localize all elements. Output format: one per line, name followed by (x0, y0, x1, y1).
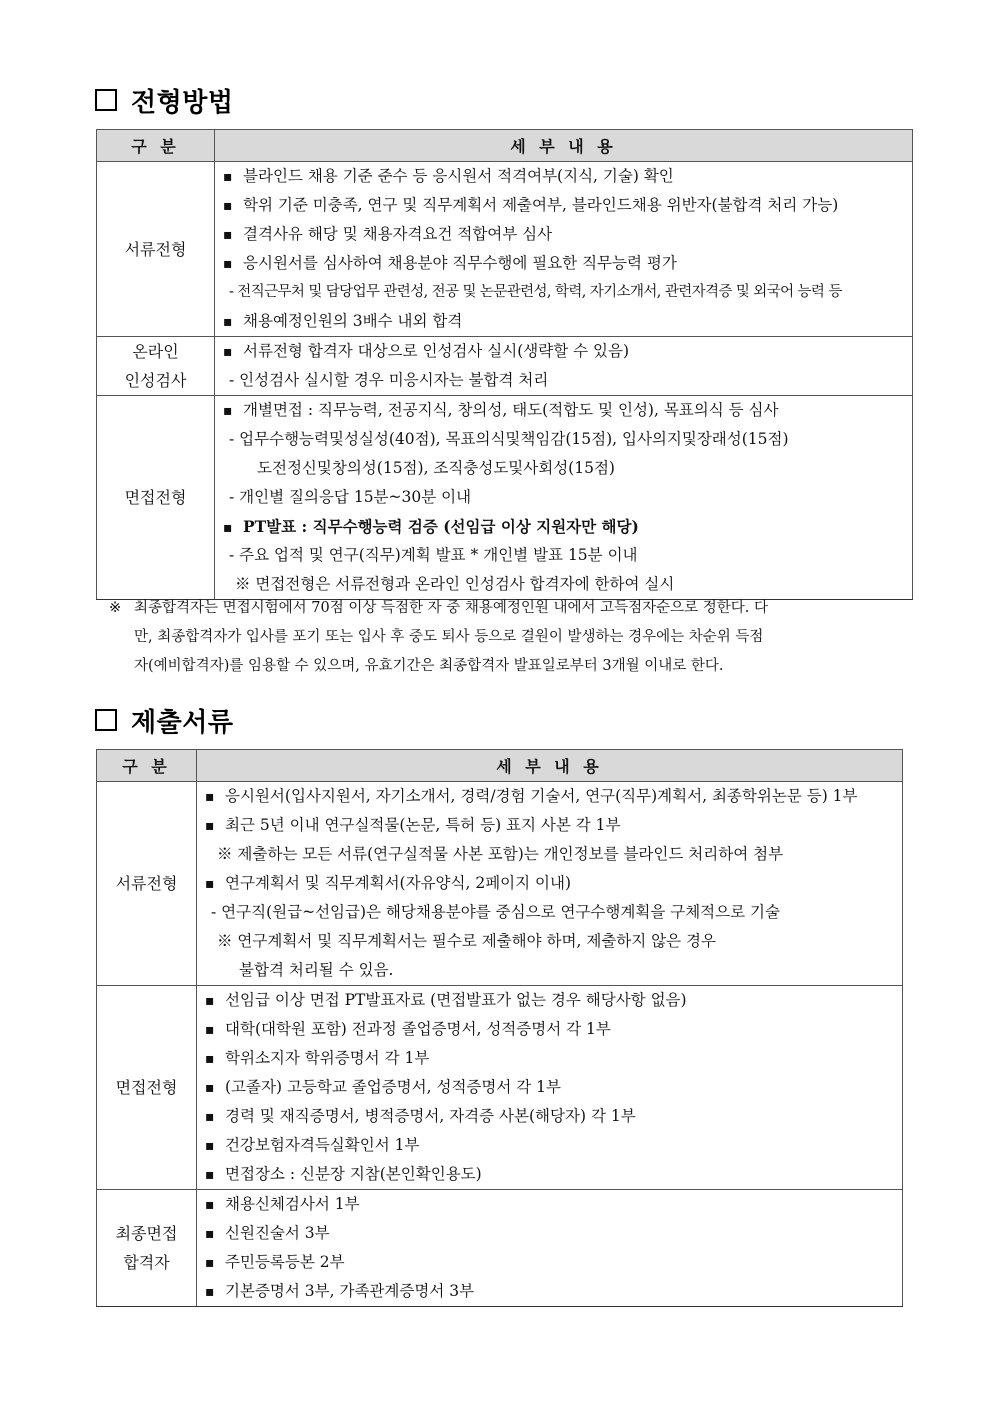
category-label: 합격자 (123, 1253, 170, 1272)
footnote-line: 만, 최종합격자가 입사를 포기 또는 입사 후 중도 퇴사 등으로 결원이 발생하는 경우에는 차순위 득점 (134, 629, 764, 645)
detail-line: ▪ 기본증명서 3부, 가족관계증명서 3부 (205, 1277, 898, 1306)
table-row (97, 1190, 903, 1307)
final-pass-footnote (109, 594, 909, 681)
footnote-line: ※ 최종합격자는 면접시험에서 70점 이상 득점한 자 중 채용예정인원 내에서 고득점자순으로 정한다. 다 (109, 594, 909, 623)
detail-line: 불합격 처리될 수 있음. (239, 961, 394, 979)
category-label: 서류전형 (115, 874, 178, 893)
detail-line: ▪ 결격사유 해당 및 채용자격요건 적합여부 심사 (223, 220, 908, 249)
section-title-text: 제출서류 (131, 707, 234, 738)
header-category: 구 분 (97, 130, 215, 162)
detail-line: ▪ 연구계획서 및 직무계획서(자유양식, 2페이지 이내) (205, 869, 898, 898)
detail-line: ▪ 최근 5년 이내 연구실적물(논문, 특허 등) 표지 사본 각 1부 (205, 811, 898, 840)
detail-line: ※ 제출하는 모든 서류(연구실적물 사본 포함)는 개인정보를 블라인드 처리하여 첨부 (217, 845, 784, 863)
table-row (97, 396, 913, 600)
row-category (97, 986, 197, 1190)
row-category (97, 782, 197, 986)
category-label: 온라인 (132, 342, 179, 361)
row-details (197, 1190, 903, 1307)
detail-line: ▪ 면접장소 : 신분장 지참(본인확인용도) (205, 1160, 898, 1189)
detail-line: ▪ 응시원서를 심사하여 채용분야 직무수행에 필요한 직무능력 평가 (223, 249, 908, 278)
table-header-row (97, 130, 913, 162)
note-mark: ※ (109, 600, 122, 616)
detail-line: ▪ 채용신체검사서 1부 (205, 1190, 898, 1219)
detail-line: ▪ (고졸자) 고등학교 졸업증명서, 성적증명서 각 1부 (205, 1073, 898, 1102)
required-documents-table (96, 749, 903, 1307)
detail-line: ▪ 주민등록등본 2부 (205, 1248, 898, 1277)
row-category (97, 1190, 197, 1307)
detail-line: ▪ 선임급 이상 면접 PT발표자료 (면접발표가 없는 경우 해당사항 없음) (205, 986, 898, 1015)
footnote-line: 자(예비합격자)를 임용할 수 있으며, 유효기간은 최종합격자 발표일로부터 3개월 이내로 한다. (134, 658, 724, 674)
detail-line: ▪ PT발표 : 직무수행능력 검증 (선임급 이상 지원자만 해당) (223, 512, 908, 541)
table-row (97, 162, 913, 337)
detail-line: - 업무수행능력및성실성(40점), 목표의식및책임감(15점), 입사의지및장래성(15점) (229, 430, 789, 448)
detail-line: - 전직근무처 및 담당업무 관련성, 전공 및 논문관련성, 학력, 자기소개서, 관련자격증 및 외국어 능력 등 (229, 284, 842, 300)
category-label: 인성검사 (124, 371, 187, 390)
detail-line: ▪ 블라인드 채용 기준 준수 등 응시원서 적격여부(지식, 기술) 확인 (223, 162, 908, 191)
detail-line: - 연구직(원급~선임급)은 해당채용분야를 중심으로 연구수행계획을 구체적으로 기술 (211, 903, 780, 921)
header-details: 세 부 내 용 (215, 130, 913, 162)
table-row (97, 337, 913, 396)
detail-line: ▪ 채용예정인원의 3배수 내외 합격 (223, 307, 908, 336)
detail-line: ▪ 대학(대학원 포함) 전과정 졸업증명서, 성적증명서 각 1부 (205, 1015, 898, 1044)
detail-line: ※ 면접전형은 서류전형과 온라인 인성검사 합격자에 한하여 실시 (235, 575, 675, 593)
section-title-text: 전형방법 (131, 87, 234, 118)
row-details (197, 782, 903, 986)
row-details (215, 396, 913, 600)
screening-method-table (96, 129, 913, 600)
row-category (97, 162, 215, 337)
header-category: 구 분 (97, 750, 197, 782)
detail-line: ▪ 개별면접 : 직무능력, 전공지식, 창의성, 태도(적합도 및 인성), 목표의식 등 심사 (223, 396, 908, 425)
row-details (197, 986, 903, 1190)
row-category (97, 396, 215, 600)
detail-line: ▪ 신원진술서 3부 (205, 1219, 898, 1248)
detail-line: ▪ 서류전형 합격자 대상으로 인성검사 실시(생략할 수 있음) (223, 337, 908, 366)
table-header-row (97, 750, 903, 782)
table-row (97, 782, 903, 986)
row-category (97, 337, 215, 396)
detail-line: ▪ 응시원서(입사지원서, 자기소개서, 경력/경험 기술서, 연구(직무)계획서, 최종학위논문 등) 1부 (205, 782, 898, 811)
table-row (97, 986, 903, 1190)
detail-line: ▪ 건강보험자격득실확인서 1부 (205, 1131, 898, 1160)
detail-line: ※ 연구계획서 및 직무계획서는 필수로 제출해야 하며, 제출하지 않은 경우 (217, 932, 716, 950)
detail-line: 도전정신및창의성(15점), 조직충성도및사회성(15점) (257, 459, 615, 477)
category-label: 최종면접 (115, 1224, 178, 1243)
row-details (215, 337, 913, 396)
category-label: 면접전형 (124, 488, 187, 507)
detail-line: - 개인별 질의응답 15분~30분 이내 (229, 488, 472, 506)
detail-line: ▪ 학위 기준 미충족, 연구 및 직무계획서 제출여부, 블라인드채용 위반자(불합격 처리 가능) (223, 191, 908, 220)
row-details (215, 162, 913, 337)
detail-line: ▪ 경력 및 재직증명서, 병적증명서, 자격증 사본(해당자) 각 1부 (205, 1102, 898, 1131)
detail-line: - 주요 업적 및 연구(직무)계획 발표 * 개인별 발표 15분 이내 (229, 546, 638, 564)
checkbox-icon (95, 709, 117, 731)
detail-line: - 인성검사 실시할 경우 미응시자는 불합격 처리 (229, 371, 549, 389)
category-label: 서류전형 (124, 239, 187, 259)
detail-line: ▪ 학위소지자 학위증명서 각 1부 (205, 1044, 898, 1073)
checkbox-icon (95, 89, 117, 111)
category-label: 면접전형 (115, 1078, 178, 1097)
section-title-screening (95, 80, 233, 120)
section-title-documents (95, 700, 233, 740)
header-details: 세 부 내 용 (197, 750, 903, 782)
